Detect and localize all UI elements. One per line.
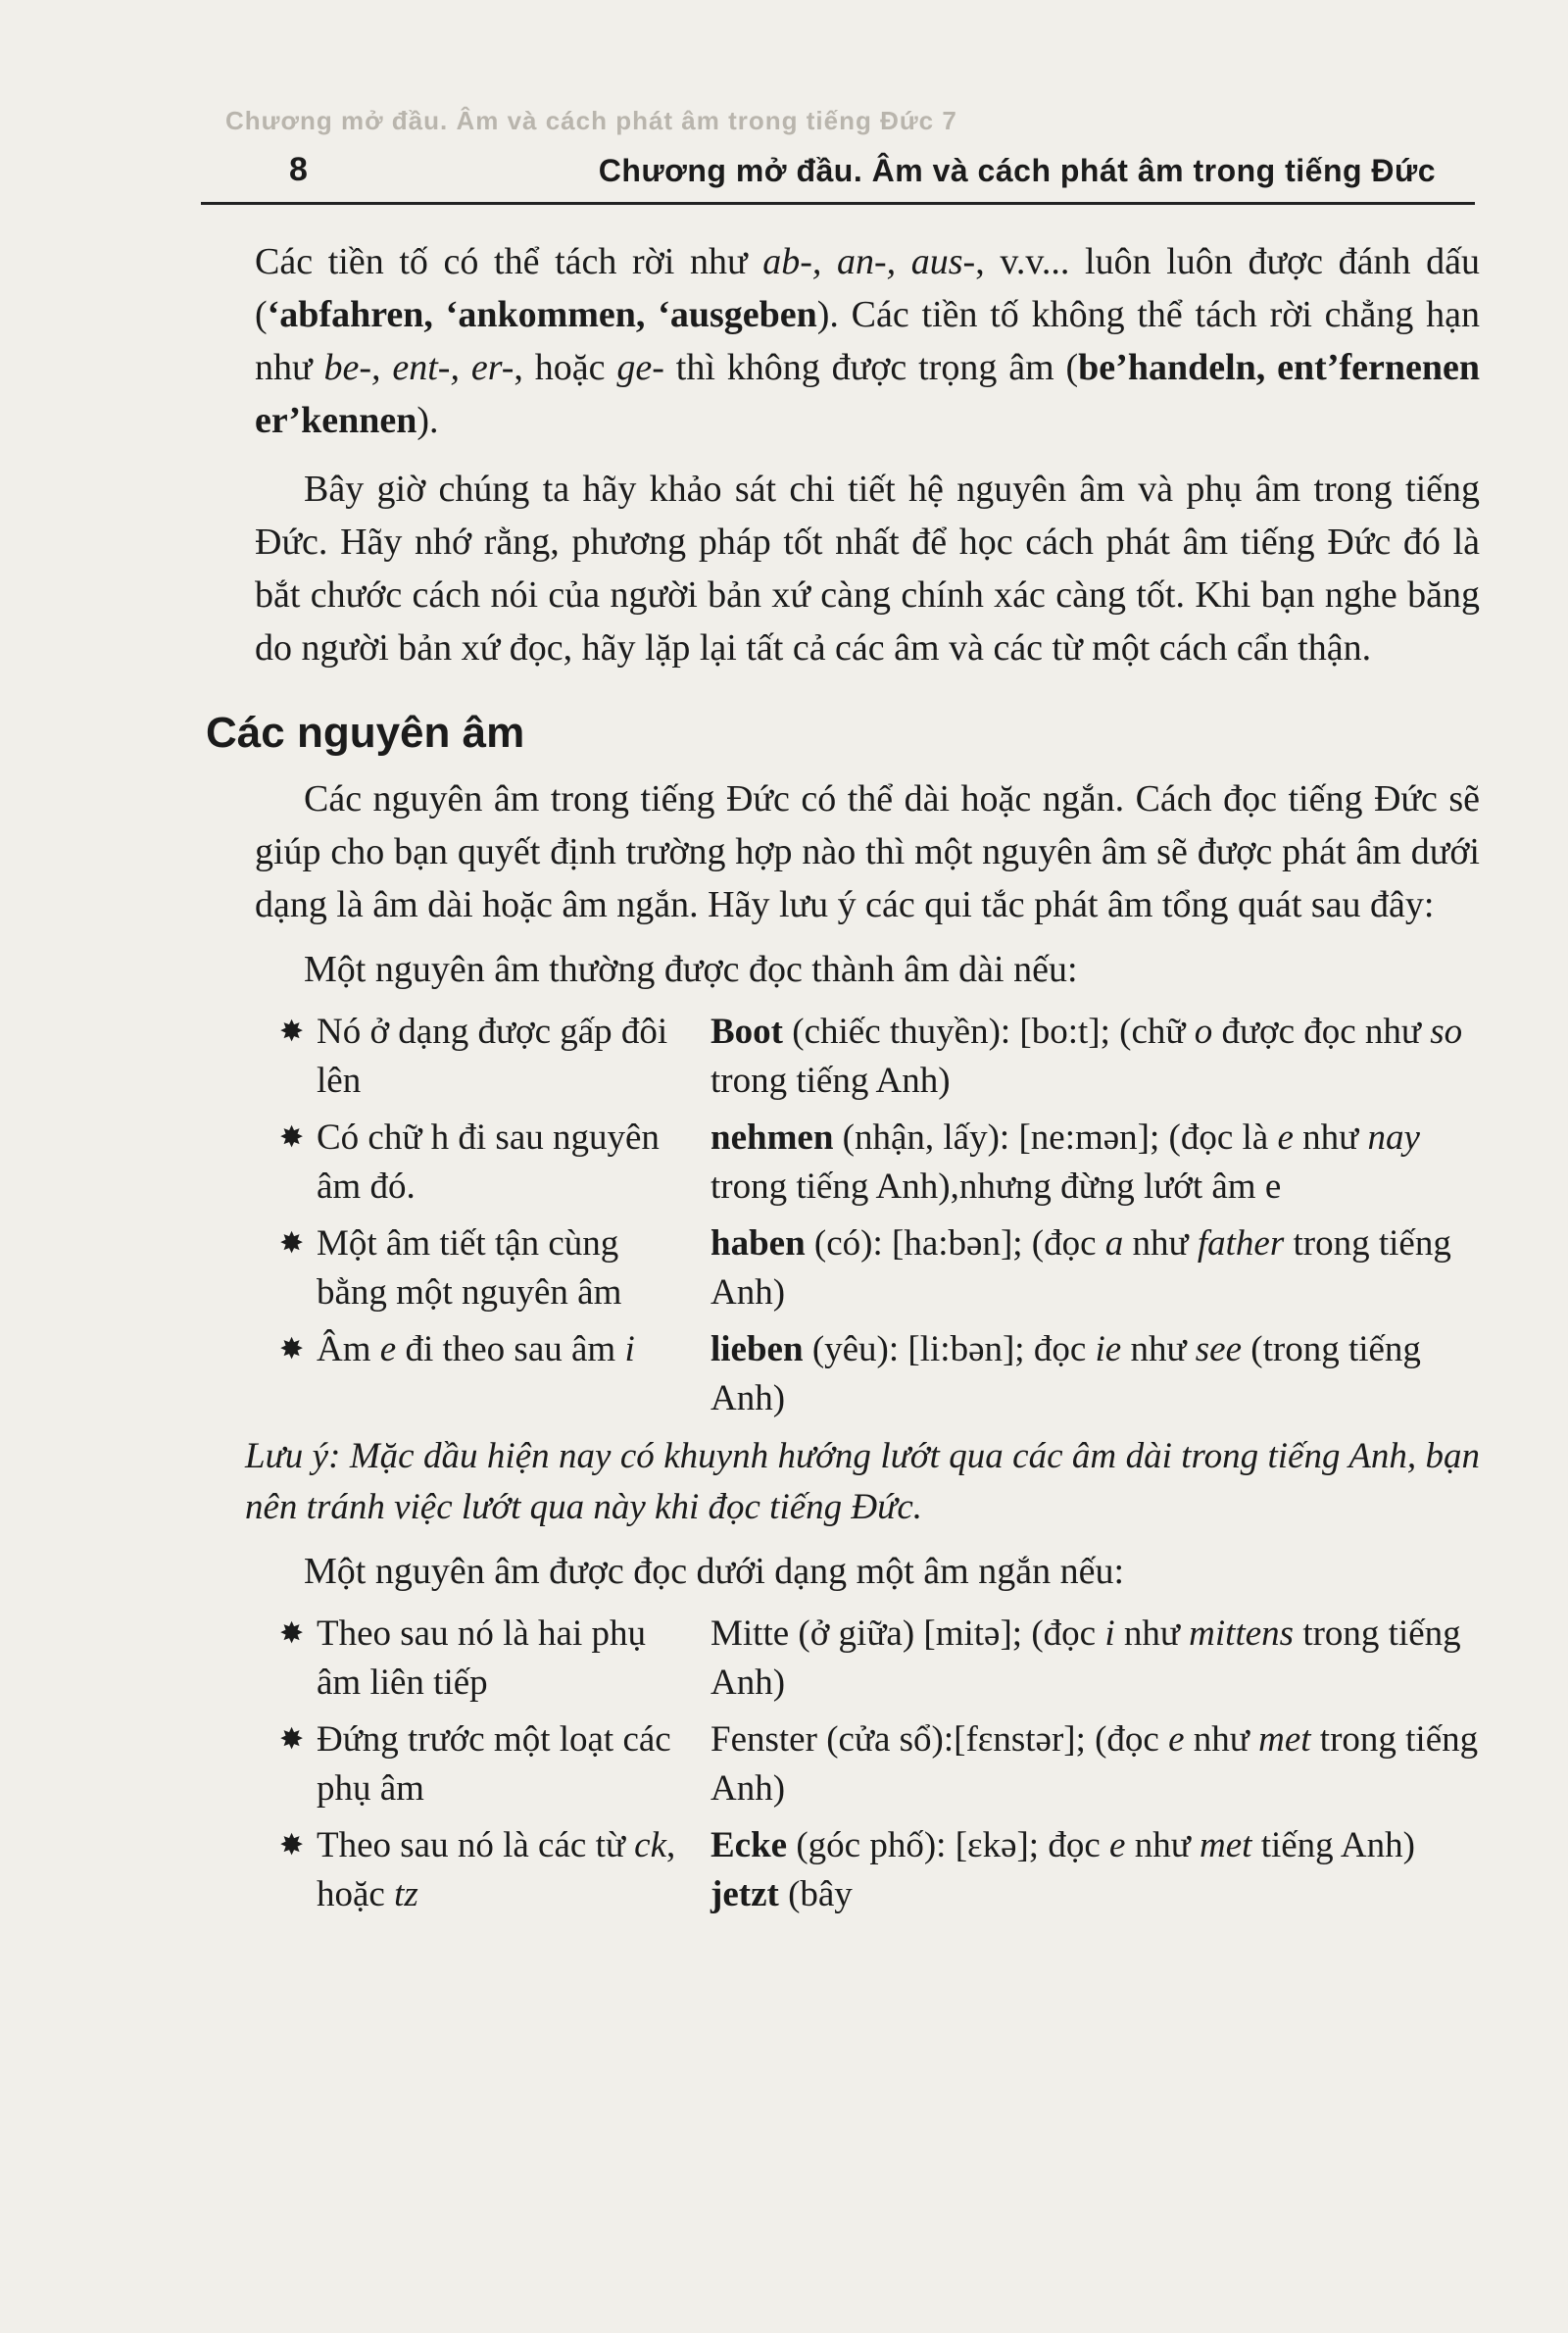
long-vowel-heading: Một nguyên âm thường được đọc thành âm dài nếu: — [304, 949, 1078, 990]
rule-row — [206, 1114, 1480, 1212]
rule-condition: Theo sau nó là hai phụ âm liên tiếp — [317, 1613, 646, 1703]
rule-condition: Đứng trước một loạt các phụ âm — [317, 1719, 671, 1809]
rule-example: nehmen (nhận, lấy): [ne:mən]; (đọc là e như nay trong tiếng Anh),nhưng đừng lướt âm e — [710, 1117, 1420, 1207]
rule-condition: Có chữ h đi sau nguyên âm đó. — [317, 1117, 660, 1207]
page-header — [201, 147, 1475, 205]
long-vowel-rules — [206, 1008, 1480, 1423]
short-vowel-heading: Một nguyên âm được đọc dưới dạng một âm ngắn nếu: — [304, 1551, 1125, 1592]
page-body — [206, 235, 1480, 1927]
rule-condition: Âm e đi theo sau âm i — [317, 1329, 635, 1369]
vowel-intro-paragraph: Các nguyên âm trong tiếng Đức có thể dài hoặc ngắn. Cách đọc tiếng Đức sẽ giúp cho bạn quyết định trường hợp nào thì một nguyên âm sẽ được phát âm dưới dạng là âm dài hoặc âm ngắn. Hãy lưu ý các qui tắc phát âm tổng quát sau đây: — [255, 778, 1480, 925]
page-number: 8 — [289, 151, 308, 188]
rule-condition: Một âm tiết tận cùng bằng một nguyên âm — [317, 1223, 622, 1313]
bullet-icon: ✸ — [279, 1121, 305, 1154]
bleed-through-text: Chương mở đầu. Âm và cách phát âm trong tiếng Đức 7 — [225, 106, 957, 135]
note-paragraph: Lưu ý: Mặc dầu hiện nay có khuynh hướng lướt qua các âm dài trong tiếng Anh, bạn nên tránh việc lướt qua này khi đọc tiếng Đức. — [245, 1436, 1480, 1527]
rule-example: Boot (chiếc thuyền): [bo:t]; (chữ o được đọc như so trong tiếng Anh) — [710, 1012, 1463, 1101]
rule-example: Mitte (ở giữa) [mitə]; (đọc i như mittens trong tiếng Anh) — [710, 1613, 1461, 1703]
rule-example: lieben (yêu): [li:bən]; đọc ie như see (trong tiếng Anh) — [710, 1329, 1421, 1418]
rule-example: Ecke (góc phố): [ɛkə]; đọc e như met tiếng Anh) jetzt (bây — [710, 1825, 1415, 1914]
short-vowel-rules — [206, 1610, 1480, 1919]
rule-row — [206, 1325, 1480, 1423]
bullet-icon: ✸ — [279, 1723, 305, 1756]
rule-row — [206, 1610, 1480, 1708]
bullet-icon: ✸ — [279, 1227, 305, 1260]
bullet-icon: ✸ — [279, 1617, 305, 1650]
rule-row — [206, 1821, 1480, 1919]
rule-example: haben (có): [ha:bən]; (đọc a như father trong tiếng Anh) — [710, 1223, 1451, 1313]
intro-paragraph: Các tiền tố có thể tách rời như ab-, an-, aus-, v.v... luôn luôn được đánh dấu (‘abfahren, ‘ankommen, ‘ausgeben). Các tiền tố không thể tách rời chẳng hạn như be-, ent-, er-, hoặc ge- thì không được trọng âm (be’handeln, ent’fernenen er’kennen). — [255, 241, 1481, 441]
bullet-icon: ✸ — [279, 1016, 305, 1048]
bullet-icon: ✸ — [279, 1333, 305, 1365]
rule-condition: Theo sau nó là các từ ck, hoặc tz — [317, 1825, 676, 1914]
rule-condition: Nó ở dạng được gấp đôi lên — [317, 1012, 668, 1101]
rule-row — [206, 1715, 1480, 1813]
rule-row — [206, 1219, 1480, 1317]
running-title: Chương mở đầu. Âm và cách phát âm trong tiếng Đức — [598, 153, 1436, 188]
section-title: Các nguyên âm — [206, 709, 525, 757]
bullet-icon: ✸ — [279, 1829, 305, 1861]
rule-example: Fenster (cửa sổ):[fɛnstər]; (đọc e như met trong tiếng Anh) — [710, 1719, 1479, 1809]
rule-row — [206, 1008, 1480, 1106]
study-paragraph: Bây giờ chúng ta hãy khảo sát chi tiết hệ nguyên âm và phụ âm trong tiếng Đức. Hãy nhớ rằng, phương pháp tốt nhất để học cách phát âm tiếng Đức đó là bắt chước cách nói của người bản xứ càng chính xác càng tốt. Khi bạn nghe băng do người bản xứ đọc, hãy lặp lại tất cả các âm và các từ một cách cẩn thận. — [255, 469, 1480, 669]
